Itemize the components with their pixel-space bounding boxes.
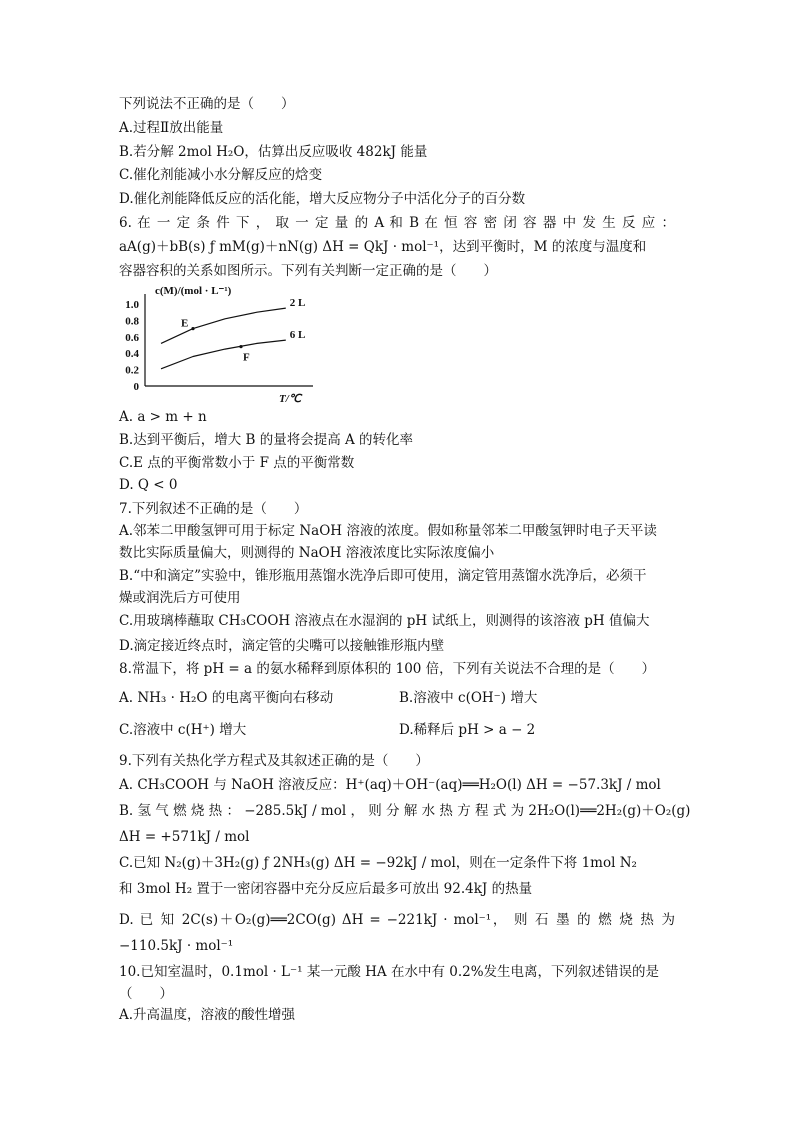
q6-option-b: B.达到平衡后，增大 B 的量将会提高 A 的转化率: [119, 432, 414, 448]
q5-option-a: A.过程Ⅱ放出能量: [119, 120, 224, 136]
q9-option-d-line1: D. 已 知 2C(s)＋O₂(g)══2CO(g) ΔH = −221kJ · mol⁻¹， 则 石 墨 的 燃 烧 热 为: [119, 912, 675, 928]
q5-option-b: B.若分解 2mol H₂O，估算出反应吸收 482kJ 能量: [119, 144, 428, 160]
series-label-1: 2 L: [289, 297, 306, 310]
q9-option-a: A. CH₃COOH 与 NaOH 溶液反应：H⁺(aq)＋OH⁻(aq)══H₂O(l) ΔH = −57.3kJ / mol: [119, 777, 661, 793]
q5-option-c: C.催化剂能减小水分解反应的焓变: [119, 167, 323, 183]
series-line-2: [161, 340, 286, 369]
y-tick-label: 0.2: [125, 364, 139, 377]
q5-stem: 下列说法不正确的是（ ）: [119, 96, 295, 112]
chart-series: [161, 297, 305, 369]
q7-option-a-line2: 数比实际质量偏大，则测得的 NaOH 溶液浓度比实际浓度偏小: [119, 545, 495, 561]
q8-option-b: B.溶液中 c(OH⁻) 增大: [399, 690, 538, 706]
concentration-temperature-chart: [119, 282, 319, 408]
q8-stem: 8.常温下，将 pH = a 的氨水稀释到原体积的 100 倍，下列有关说法不合理的是（ ）: [119, 661, 656, 677]
q9-stem: 9.下列有关热化学方程式及其叙述正确的是（ ）: [119, 753, 429, 769]
chart-x-label: T/℃: [279, 393, 302, 405]
y-tick-label: 0.8: [125, 315, 139, 328]
chart-y-label: c(M)/(mol · L⁻¹): [155, 285, 232, 297]
q7-option-b-line1: B.“中和滴定”实验中，锥形瓶用蒸馏水洗净后即可使用，滴定管用蒸馏水洗净后，必须干: [119, 568, 647, 584]
q9-option-c-line2: 和 3mol H₂ 置于一密闭容器中充分反应后最多可放出 92.4kJ 的热量: [119, 881, 533, 897]
q10-option-a: A.升高温度，溶液的酸性增强: [119, 1007, 296, 1023]
q9-option-b-line1: B. 氢 气 燃 烧 热 ： −285.5kJ / mol ， 则 分 解 水 热 方 程 式 为 2H₂O(l)══2H₂(g)＋O₂(g): [119, 803, 691, 819]
q7-option-b-line2: 燥或润洗后方可使用: [119, 590, 241, 606]
q6-option-a: A. a > m + n: [119, 409, 207, 425]
q10-stem-line1: 10.已知室温时，0.1mol · L⁻¹ 某一元酸 HA 在水中有 0.2%发生电离，下列叙述错误的是: [119, 964, 660, 980]
y-tick-label: 0.4: [125, 348, 139, 361]
q8-option-d: D.稀释后 pH > a − 2: [399, 722, 536, 738]
q6-stem-line2: aA(g)＋bB(s) ƒ mM(g)＋nN(g) ΔH = QkJ · mol⁻¹，达到平衡时，M 的浓度与温度和: [119, 239, 647, 255]
point-label-f: F: [243, 351, 250, 364]
y-tick-label: 0.6: [125, 331, 139, 344]
point-marker-e: [191, 327, 194, 330]
q10-stem-line2: （ ）: [119, 986, 173, 1002]
chart-y-ticks: [125, 299, 139, 393]
q6-option-c: C.E 点的平衡常数小于 F 点的平衡常数: [119, 455, 355, 471]
q7-stem: 7.下列叙述不正确的是（ ）: [119, 501, 308, 517]
q7-option-c: C.用玻璃棒蘸取 CH₃COOH 溶液点在水湿润的 pH 试纸上，则测得的该溶液 pH 值偏大: [119, 613, 650, 629]
q9-option-c-line1: C.已知 N₂(g)＋3H₂(g) ƒ 2NH₃(g) ΔH = −92kJ / mol，则在一定条件下将 1mol N₂: [119, 855, 637, 871]
q7-option-d: D.滴定接近终点时，滴定管的尖嘴可以接触锥形瓶内壁: [119, 638, 445, 654]
q6-option-d: D. Q < 0: [119, 477, 178, 493]
q6-stem-line3: 容器容积的关系如图所示。下列有关判断一定正确的是（ ）: [119, 263, 497, 279]
y-tick-label: 0: [133, 381, 139, 393]
y-tick-label: 1.0: [125, 299, 139, 311]
chart-axes: [145, 294, 313, 386]
series-label-2: 6 L: [289, 329, 306, 342]
point-label-e: E: [181, 317, 189, 330]
q5-option-d: D.催化剂能降低反应的活化能，增大反应物分子中活化分子的百分数: [119, 191, 526, 207]
q9-option-d-line2: −110.5kJ · mol⁻¹: [119, 938, 234, 954]
q7-option-a-line1: A.邻苯二甲酸氢钾可用于标定 NaOH 溶液的浓度。假如称量邻苯二甲酸氢钾时电子天平读: [119, 523, 657, 539]
q8-option-c: C.溶液中 c(H⁺) 增大: [119, 722, 247, 738]
point-marker-f: [239, 345, 242, 348]
q8-option-a: A. NH₃ · H₂O 的电离平衡向右移动: [119, 690, 334, 706]
q6-stem-line1: 6. 在 一 定 条 件 下 ， 取 一 定 量 的 A 和 B 在 恒 容 密 闭 容 器 中 发 生 反 应 ：: [119, 215, 675, 231]
series-line-1: [161, 308, 286, 343]
q9-option-b-line2: ΔH = +571kJ / mol: [119, 829, 250, 845]
